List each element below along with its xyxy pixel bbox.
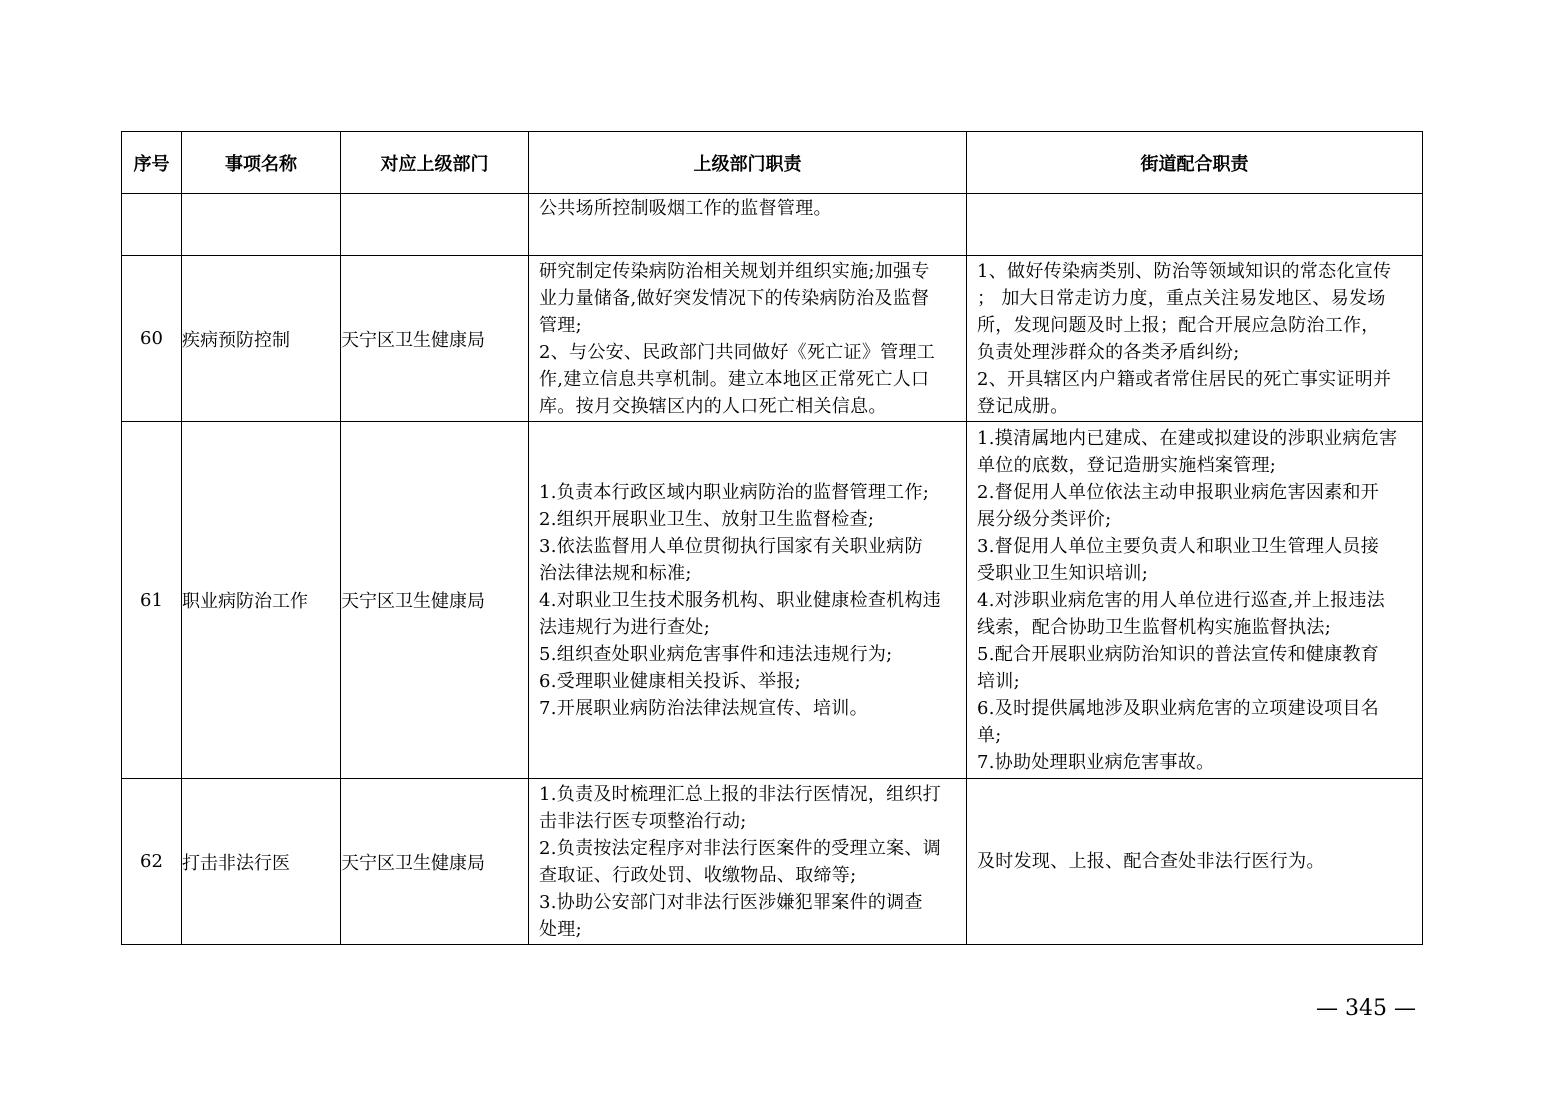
page-number: — 345 —	[1316, 996, 1416, 1021]
row-number: 61	[122, 422, 182, 779]
duty-line: 2、开具辖区内户籍或者常住居民的死亡事实证明并	[977, 368, 1392, 390]
duty-line: 3.协助公安部门对非法行医涉嫌犯罪案件的调查	[539, 891, 923, 913]
duty-line: 7.协助处理职业病危害事故。	[977, 751, 1215, 773]
duty-line: 4.对涉职业病危害的用人单位进行巡查,并上报违法	[977, 589, 1386, 611]
duty-line: 作,建立信息共享机制。建立本地区正常死亡人口	[539, 368, 930, 390]
duty-line: 线索，配合协助卫生监督机构实施监督执法;	[977, 616, 1332, 638]
duty-line: 2.督促用人单位依法主动申报职业病危害因素和开	[977, 481, 1380, 503]
duty-line: 管理;	[539, 314, 582, 336]
duty-line: 5.组织查处职业病危害事件和违法违规行为;	[539, 643, 893, 665]
duty-line: 培训;	[977, 670, 1020, 692]
duty-line: 7.开展职业病防治法律法规宣传、培训。	[539, 697, 868, 719]
table-row	[122, 256, 1423, 422]
row-street-duty	[967, 422, 1423, 779]
duty-line: 1.负责本行政区域内职业病防治的监督管理工作;	[539, 481, 930, 503]
row-item-name: 职业病防治工作	[182, 422, 341, 779]
row-upper-dept: 天宁区卫生健康局	[341, 256, 529, 422]
row-number	[122, 194, 182, 256]
row-upper-dept: 天宁区卫生健康局	[341, 422, 529, 779]
header-seq: 序号	[122, 132, 182, 194]
duty-line: 2.负责按法定程序对非法行医案件的受理立案、调	[539, 837, 942, 859]
duty-line: 6.受理职业健康相关投诉、举报;	[539, 670, 802, 692]
table-row	[122, 779, 1423, 945]
row-street-duty	[967, 256, 1423, 422]
duty-line: 法违规行为进行查处;	[539, 616, 711, 638]
header-street-duty: 街道配合职责	[967, 132, 1423, 194]
duty-line: 1.摸清属地内已建成、在建或拟建设的涉职业病危害	[977, 427, 1398, 449]
duty-line: 处理;	[539, 918, 582, 940]
row-upper-duty	[529, 256, 967, 422]
duty-line: 库。按月交换辖区内的人口死亡相关信息。	[539, 395, 887, 417]
row-item-name: 打击非法行医	[182, 779, 341, 945]
header-upper-duty: 上级部门职责	[529, 132, 967, 194]
duty-line: 治法律法规和标准;	[539, 562, 692, 584]
duty-table	[121, 131, 1423, 945]
row-upper-dept	[341, 194, 529, 256]
duty-line: 5.配合开展职业病防治知识的普法宣传和健康教育	[977, 643, 1380, 665]
duty-line: 登记成册。	[977, 395, 1069, 417]
row-upper-duty	[529, 422, 967, 779]
duty-line: 查取证、行政处罚、收缴物品、取缔等;	[539, 864, 857, 886]
duty-line: 受职业卫生知识培训;	[977, 562, 1149, 584]
row-upper-dept: 天宁区卫生健康局	[341, 779, 529, 945]
duty-line: 研究制定传染病防治相关规划并组织实施;加强专	[539, 260, 930, 282]
duty-line: 6.及时提供属地涉及职业病危害的立项建设项目名	[977, 697, 1380, 719]
row-item-name: 疾病预防控制	[182, 256, 341, 422]
header-item-name: 事项名称	[182, 132, 341, 194]
header-upper-dept: 对应上级部门	[341, 132, 529, 194]
row-upper-duty	[529, 194, 967, 256]
row-street-duty	[967, 779, 1423, 945]
row-item-name	[182, 194, 341, 256]
table-row	[122, 194, 1423, 256]
duty-line: 4.对职业卫生技术服务机构、职业健康检查机构违	[539, 589, 942, 611]
duty-line: 公共场所控制吸烟工作的监督管理。	[539, 198, 832, 219]
row-street-duty	[967, 194, 1423, 256]
duty-line: 展分级分类评价;	[977, 508, 1112, 530]
table-row	[122, 422, 1423, 779]
duty-line: 1.负责及时梳理汇总上报的非法行医情况，组织打	[539, 783, 942, 805]
duty-line: 2、与公安、民政部门共同做好《死亡证》管理工	[539, 341, 936, 363]
table-header-row	[122, 132, 1423, 194]
row-upper-duty	[529, 779, 967, 945]
duty-line: ； 加大日常走访力度，重点关注易发地区、易发场	[977, 287, 1386, 309]
duty-line: 3.依法监督用人单位贯彻执行国家有关职业病防	[539, 535, 923, 557]
duty-line: 2.组织开展职业卫生、放射卫生监督检查;	[539, 508, 875, 530]
duty-line: 单位的底数，登记造册实施档案管理;	[977, 454, 1277, 476]
duty-line: 1、做好传染病类别、防治等领域知识的常态化宣传	[977, 260, 1392, 282]
duty-line: 业力量储备,做好突发情况下的传染病防治及监督	[539, 287, 930, 309]
row-number: 62	[122, 779, 182, 945]
duty-line: 击非法行医专项整治行动;	[539, 810, 747, 832]
duty-line: 单;	[977, 724, 1002, 746]
duty-line: 及时发现、上报、配合查处非法行医行为。	[977, 851, 1325, 872]
duty-line: 负责处理涉群众的各类矛盾纠纷;	[977, 341, 1240, 363]
row-number: 60	[122, 256, 182, 422]
duty-line: 所，发现问题及时上报；配合开展应急防治工作，	[977, 314, 1380, 336]
duty-line: 3.督促用人单位主要负责人和职业卫生管理人员接	[977, 535, 1380, 557]
